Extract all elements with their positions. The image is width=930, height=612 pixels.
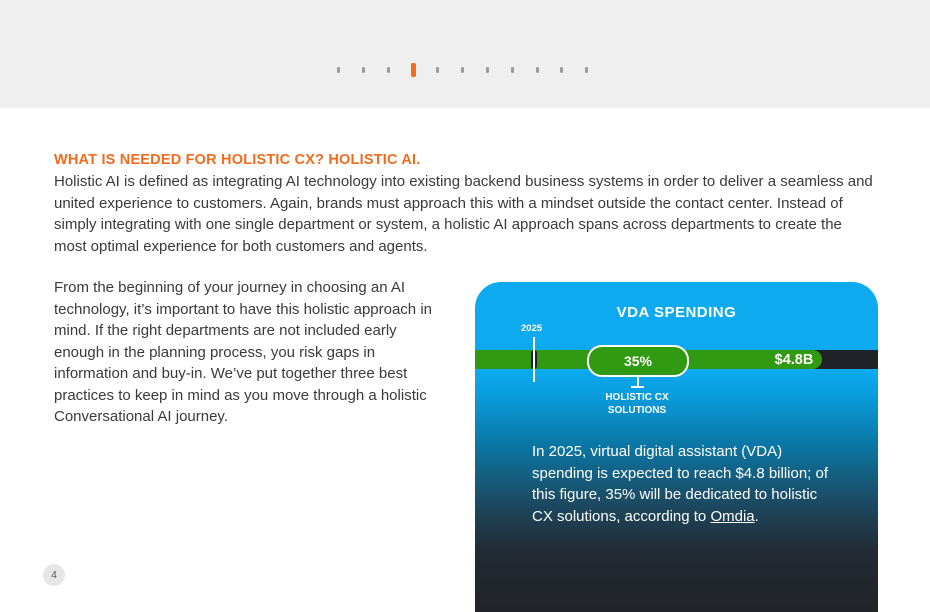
year-label: 2025 bbox=[521, 323, 543, 334]
pagination-dot[interactable] bbox=[585, 67, 588, 73]
card-title: VDA SPENDING bbox=[616, 304, 737, 321]
vda-spending-card bbox=[475, 282, 878, 612]
page-number: 4 bbox=[43, 564, 65, 586]
segment-label-line2: SOLUTIONS bbox=[607, 405, 667, 416]
pagination-dot[interactable] bbox=[511, 67, 514, 73]
segment-connector-base bbox=[631, 386, 644, 388]
pagination-dot[interactable] bbox=[486, 67, 489, 73]
pagination-dot[interactable] bbox=[436, 67, 439, 73]
pagination-dot[interactable] bbox=[536, 67, 539, 73]
section-heading: WHAT IS NEEDED FOR HOLISTIC CX? HOLISTIC AI. bbox=[54, 152, 421, 168]
intro-paragraph: Holistic AI is defined as integrating AI technology into existing backend business systems in order to deliver a seamless and united experience to customers. Again, brands must approach this with a mindset outside the contact center. Instead of simply integrating with one single department or system, a holistic AI approach spans across departments to create the most optimal experience for both customers and agents. bbox=[54, 173, 873, 255]
year-marker-line bbox=[533, 337, 535, 382]
pagination-dot[interactable] bbox=[560, 67, 563, 73]
pagination-dot[interactable] bbox=[362, 67, 365, 73]
pagination-dot[interactable] bbox=[461, 67, 464, 73]
card-description-end: . bbox=[754, 507, 759, 525]
card-description bbox=[532, 441, 832, 527]
card-description-text: In 2025, virtual digital assistant (VDA) spending is expected to reach $4.8 billion; of this figure, 35% will be dedicated to holistic CX solutions, according to bbox=[532, 443, 829, 525]
pagination-dots bbox=[337, 63, 610, 77]
journey-paragraph: From the beginning of your journey in choosing an AI technology, it’s important to have this holistic approach in mind. If the right departments are not included early enough in the planning process, you risk gaps in information and buy-in. We’ve put together three best practices to keep in mind as you move through a holistic Conversational AI journey. bbox=[54, 279, 432, 425]
pagination-dot-active[interactable] bbox=[411, 63, 416, 77]
segment-label-line1: HOLISTIC CX bbox=[605, 392, 669, 403]
pagination-dot[interactable] bbox=[337, 67, 340, 73]
segment-label bbox=[587, 391, 687, 417]
omdia-link[interactable]: Omdia bbox=[710, 507, 755, 525]
total-value-label: $4.8B bbox=[774, 351, 814, 368]
segment-percent-pill: 35% bbox=[587, 345, 689, 377]
pagination-dot[interactable] bbox=[387, 67, 390, 73]
top-bar bbox=[0, 0, 930, 108]
